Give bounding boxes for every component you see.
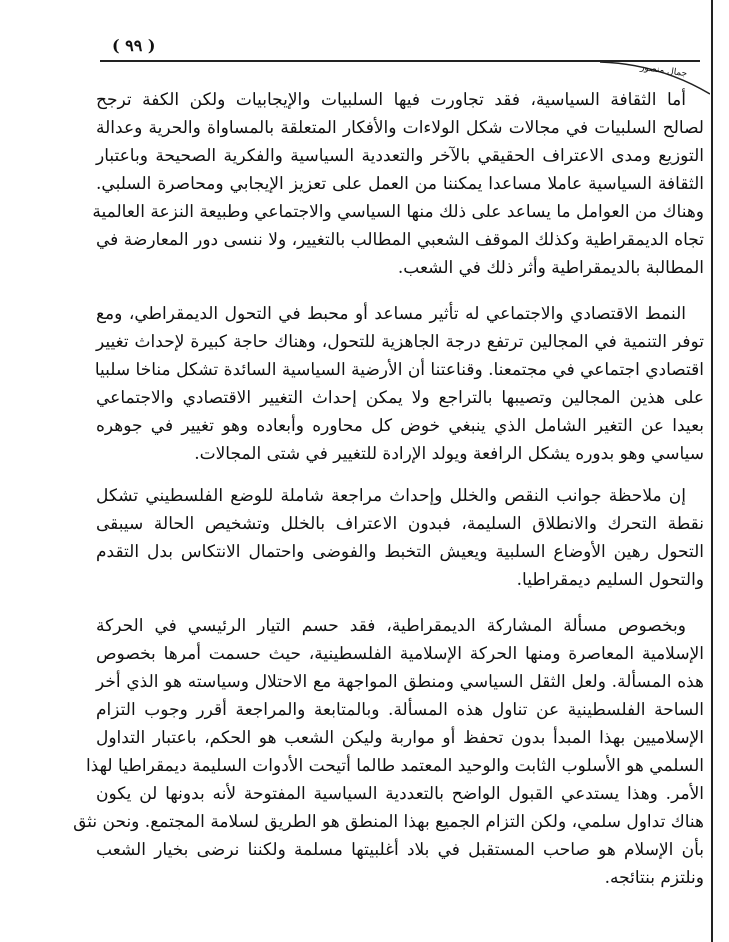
text-line: على هذين المجالين وتصيبها بالتراجع ولا يمكن إحداث التغيير الاقتصادي والاجتماعي xyxy=(96,388,704,408)
text-line: لصالح السلبيات في مجالات شكل الولاءات والأفكار المتعلقة بالمساواة والحرية وعدالة xyxy=(96,118,704,138)
page-edge-line xyxy=(711,0,713,942)
text-line: المطالبة بالديمقراطية وأثر ذلك في الشعب. xyxy=(397,258,704,278)
text-line: سياسي وهو بدوره يشكل الرافعة ويولد الإرادة للتغيير في شتى المجالات. xyxy=(194,444,704,464)
text-line: نقطة التحرك والانطلاق السليمة، فبدون الاعتراف بالخلل وتشخيص الحالة سيبقى xyxy=(96,514,704,534)
text-line: وهناك من العوامل ما يساعد على ذلك منها السياسي والاجتماعي وطبيعة النزعة العالمية xyxy=(92,202,704,222)
text-line: التحول رهين الأوضاع السلبية ويعيش التخبط والفوضى واحتمال الانتكاس بدل التقدم xyxy=(96,542,704,562)
text-line: وبخصوص مسألة المشاركة الديمقراطية، فقد حسم التيار الرئيسي في الحركة xyxy=(96,616,686,636)
text-line: هذه المسألة. ولعل الثقل السياسي ومنطق المواجهة مع الاحتلال وسياسته هو الذي أخر xyxy=(96,672,704,692)
text-line: الأمر. وهذا يستدعي القبول الواضح بالتعددية السياسية المفتوحة لأنه بدونها لن يكون xyxy=(96,784,704,804)
text-line: اقتصادي اجتماعي في مجتمعنا. وقناعتنا أن الأرضية السياسية السائدة تشكل مناخا سلبيا xyxy=(94,360,704,380)
text-line: الإسلامية المعاصرة ومنها الحركة الإسلامية الفلسطينية، حيث حسمت أمرها بخصوص xyxy=(96,644,704,664)
text-line: إن ملاحظة جوانب النقص والخلل وإحداث مراجعة شاملة للوضع الفلسطيني تشكل xyxy=(96,486,686,506)
text-line: النمط الاقتصادي والاجتماعي له تأثير مساعد أو محبط في التحول الديمقراطي، ومع xyxy=(96,304,686,324)
text-line: السلمي هو الأسلوب الثابت والوحيد المعتمد طالما أتيحت الأدوات السليمة ديمقراطيا لهذا xyxy=(85,756,704,776)
page-number: ( ٩٩ ) xyxy=(112,36,156,55)
text-line: الثقافة السياسية عاملا مساعدا يمكننا من العمل على تعزيز الإيجابي ومحاصرة السلبي. xyxy=(96,174,704,194)
text-line: هناك تداول سلمي، ولكن التزام الجميع بهذا المنطق هو الطريق لسلامة المجتمع. ونحن نثق xyxy=(73,812,704,832)
text-line: الساحة الفلسطينية عن تناول هذه المسألة. وبالمتابعة والمراجعة أقرر وجوب التزام xyxy=(96,700,704,720)
text-line: الإسلاميين بهذا المبدأ بدون تحفظ أو مواربة وليكن الشعب هو الحكم، باعتبار التداول xyxy=(96,728,704,748)
running-header-author: جمال منصور xyxy=(639,62,688,80)
text-line: بعيدا عن التغير الشامل الذي ينبغي خوض كل محاوره وأبعاده وهو تغيير في جوهره xyxy=(96,416,704,436)
text-line: بأن الإسلام هو صاحب المستقبل في بلاد أغلبيتها مسلمة ولكننا نرضى بخيار الشعب xyxy=(96,840,704,860)
text-line: تجاه الديمقراطية وكذلك الموقف الشعبي المطالب بالتغيير، ولا ننسى دور المعارضة في xyxy=(96,230,704,250)
text-line: أما الثقافة السياسية، فقد تجاورت فيها السلبيات والإيجابيات ولكن الكفة ترجح xyxy=(96,90,686,110)
text-line: والتحول السليم ديمقراطيا. xyxy=(516,570,704,590)
text-line: ونلتزم بنتائجه. xyxy=(604,868,704,888)
text-line: التوزيع ومدى الاعتراف الحقيقي بالآخر والتعددية السياسية والفكرية الصحيحة وباعتبار xyxy=(96,146,704,166)
text-line: توفر التنمية في المجالين ترتفع درجة الجاهزية للتحول، وهناك حاجة كبيرة لإحداث تغيير xyxy=(96,332,704,352)
